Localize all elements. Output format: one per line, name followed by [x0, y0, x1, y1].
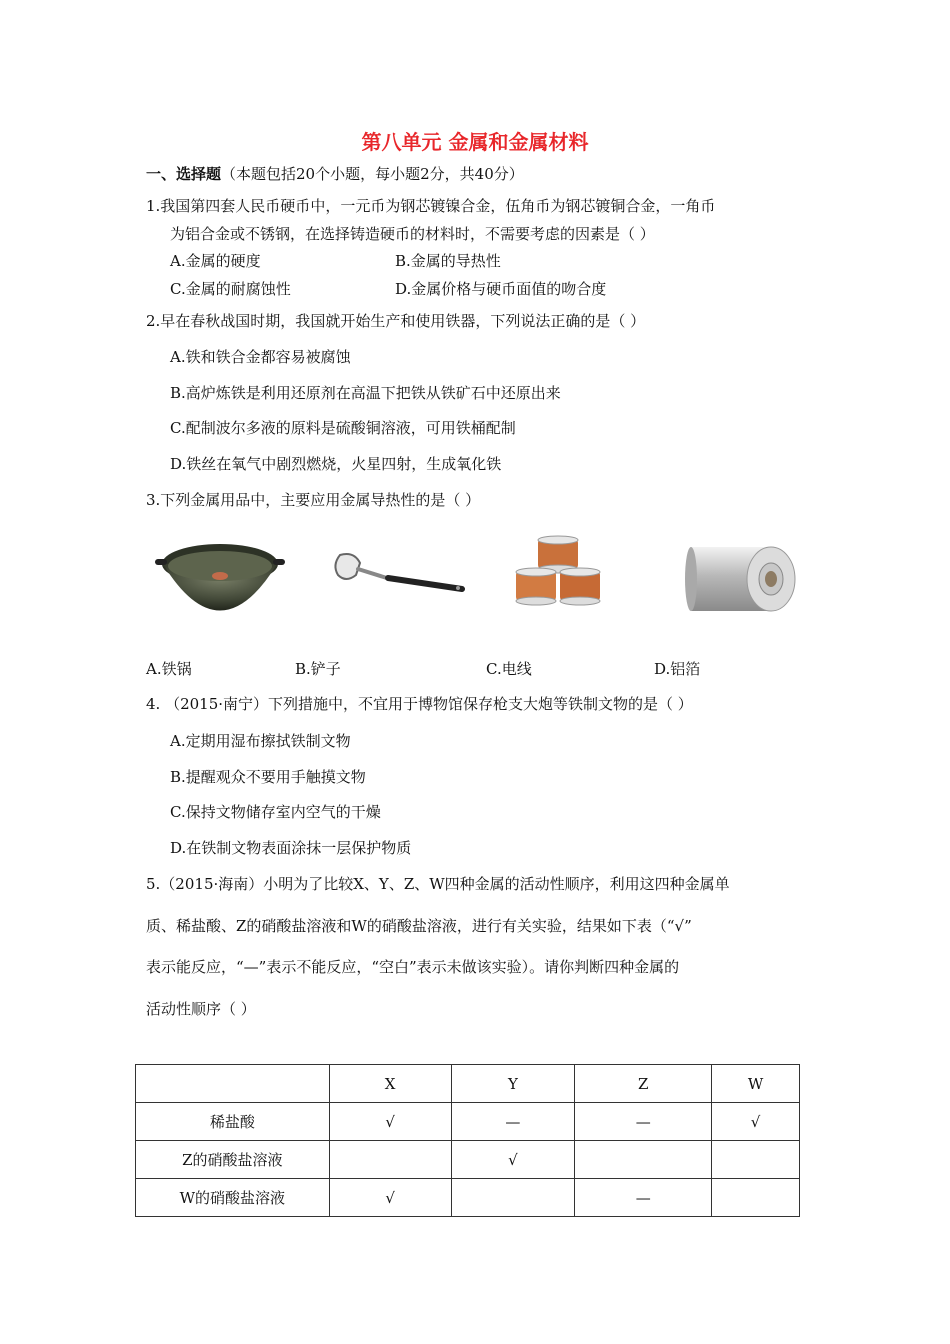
q1-stem-line1: 1.我国第四套人民币硬币中，一元币为钢芯镀镍合金，伍角币为钢芯镀铜合金，一角币: [146, 197, 716, 215]
q5-stem-line3: 表示能反应，“—”表示不能反应，“空白”表示未做该实验）。请你判断四种金属的: [146, 958, 680, 976]
q2-option-a: A.铁和铁合金都容易被腐蚀: [170, 348, 351, 366]
table-cell: √: [329, 1179, 451, 1217]
table-row: [136, 1141, 800, 1179]
q2-option-c: C.配制波尔多液的原料是硫酸铜溶液，可用铁桶配制: [170, 419, 516, 437]
q5-stem-line1: 5.（2015·海南）小明为了比较X、Y、Z、W四种金属的活动性顺序，利用这四种金属单: [146, 875, 730, 893]
q4-option-c: C.保持文物储存室内空气的干燥: [170, 803, 381, 821]
table-row: [136, 1103, 800, 1141]
page-title: 第八单元 金属和金属材料: [361, 130, 589, 154]
q1-option-d: D.金属价格与硬币面值的吻合度: [395, 280, 607, 298]
table-header-cell: Z: [575, 1065, 712, 1103]
spatula-icon: [330, 545, 470, 605]
experiment-table: [135, 1064, 800, 1217]
q1-stem-line2: 为铝合金或不锈钢，在选择铸造硬币的材料时，不需要考虑的因素是（ ）: [170, 225, 655, 243]
table-cell: —: [575, 1179, 712, 1217]
table-cell: √: [329, 1103, 451, 1141]
q2-option-d: D.铁丝在氧气中剧烈燃烧，火星四射，生成氧化铁: [170, 455, 502, 473]
q3-stem: 3.下列金属用品中，主要应用金属导热性的是（ ）: [146, 491, 481, 509]
foil-roll-icon: [685, 545, 800, 613]
table-cell: [712, 1179, 800, 1217]
table-header-cell: Y: [451, 1065, 575, 1103]
spatula-image: [330, 545, 470, 609]
table-cell: W的硝酸盐溶液: [136, 1179, 330, 1217]
table-cell: —: [451, 1103, 575, 1141]
table-row: [136, 1179, 800, 1217]
table-cell: Z的硝酸盐溶液: [136, 1141, 330, 1179]
wire-spools-image: [510, 535, 610, 614]
table-cell: —: [575, 1103, 712, 1141]
table-cell: √: [451, 1141, 575, 1179]
section-label: 一、选择题: [146, 165, 222, 183]
q3-option-d: D.铝箔: [654, 660, 701, 678]
table-cell: [575, 1141, 712, 1179]
table-cell: √: [712, 1103, 800, 1141]
q1-option-b: B.金属的导热性: [395, 252, 501, 270]
q4-stem: 4. （2015·南宁）下列措施中，不宜用于博物馆保存枪支大炮等铁制文物的是（ ）: [146, 695, 693, 713]
foil-roll-image: [685, 545, 800, 617]
q2-option-b: B.高炉炼铁是利用还原剂在高温下把铁从铁矿石中还原出来: [170, 384, 561, 402]
wok-icon: [155, 532, 285, 622]
q4-option-b: B.提醒观众不要用手触摸文物: [170, 768, 366, 786]
wire-spool-icon: [510, 535, 610, 610]
q2-stem: 2.早在春秋战国时期，我国就开始生产和使用铁器，下列说法正确的是（ ）: [146, 312, 646, 330]
section-note: （本题包括20个小题，每小题2分，共40分）: [221, 165, 524, 183]
q5-stem-line4: 活动性顺序（ ）: [146, 1000, 256, 1018]
q4-option-d: D.在铁制文物表面涂抹一层保护物质: [170, 839, 412, 857]
q1-option-a: A.金属的硬度: [170, 252, 261, 270]
q5-stem-line2: 质、稀盐酸、Z的硝酸盐溶液和W的硝酸盐溶液，进行有关实验，结果如下表（“√”: [146, 917, 692, 935]
q3-option-c: C.电线: [486, 660, 532, 678]
section-heading: [146, 164, 524, 184]
table-header-cell: W: [712, 1065, 800, 1103]
table-header-row: [136, 1065, 800, 1103]
q4-option-a: A.定期用湿布擦拭铁制文物: [170, 732, 351, 750]
q1-option-c: C.金属的耐腐蚀性: [170, 280, 291, 298]
table-cell: 稀盐酸: [136, 1103, 330, 1141]
table-header-cell: [136, 1065, 330, 1103]
q3-option-b: B.铲子: [295, 660, 341, 678]
table-cell: [451, 1179, 575, 1217]
table-header-cell: X: [329, 1065, 451, 1103]
wok-image: [155, 532, 285, 626]
q3-option-a: A.铁锅: [146, 660, 192, 678]
table-cell: [329, 1141, 451, 1179]
table-cell: [712, 1141, 800, 1179]
